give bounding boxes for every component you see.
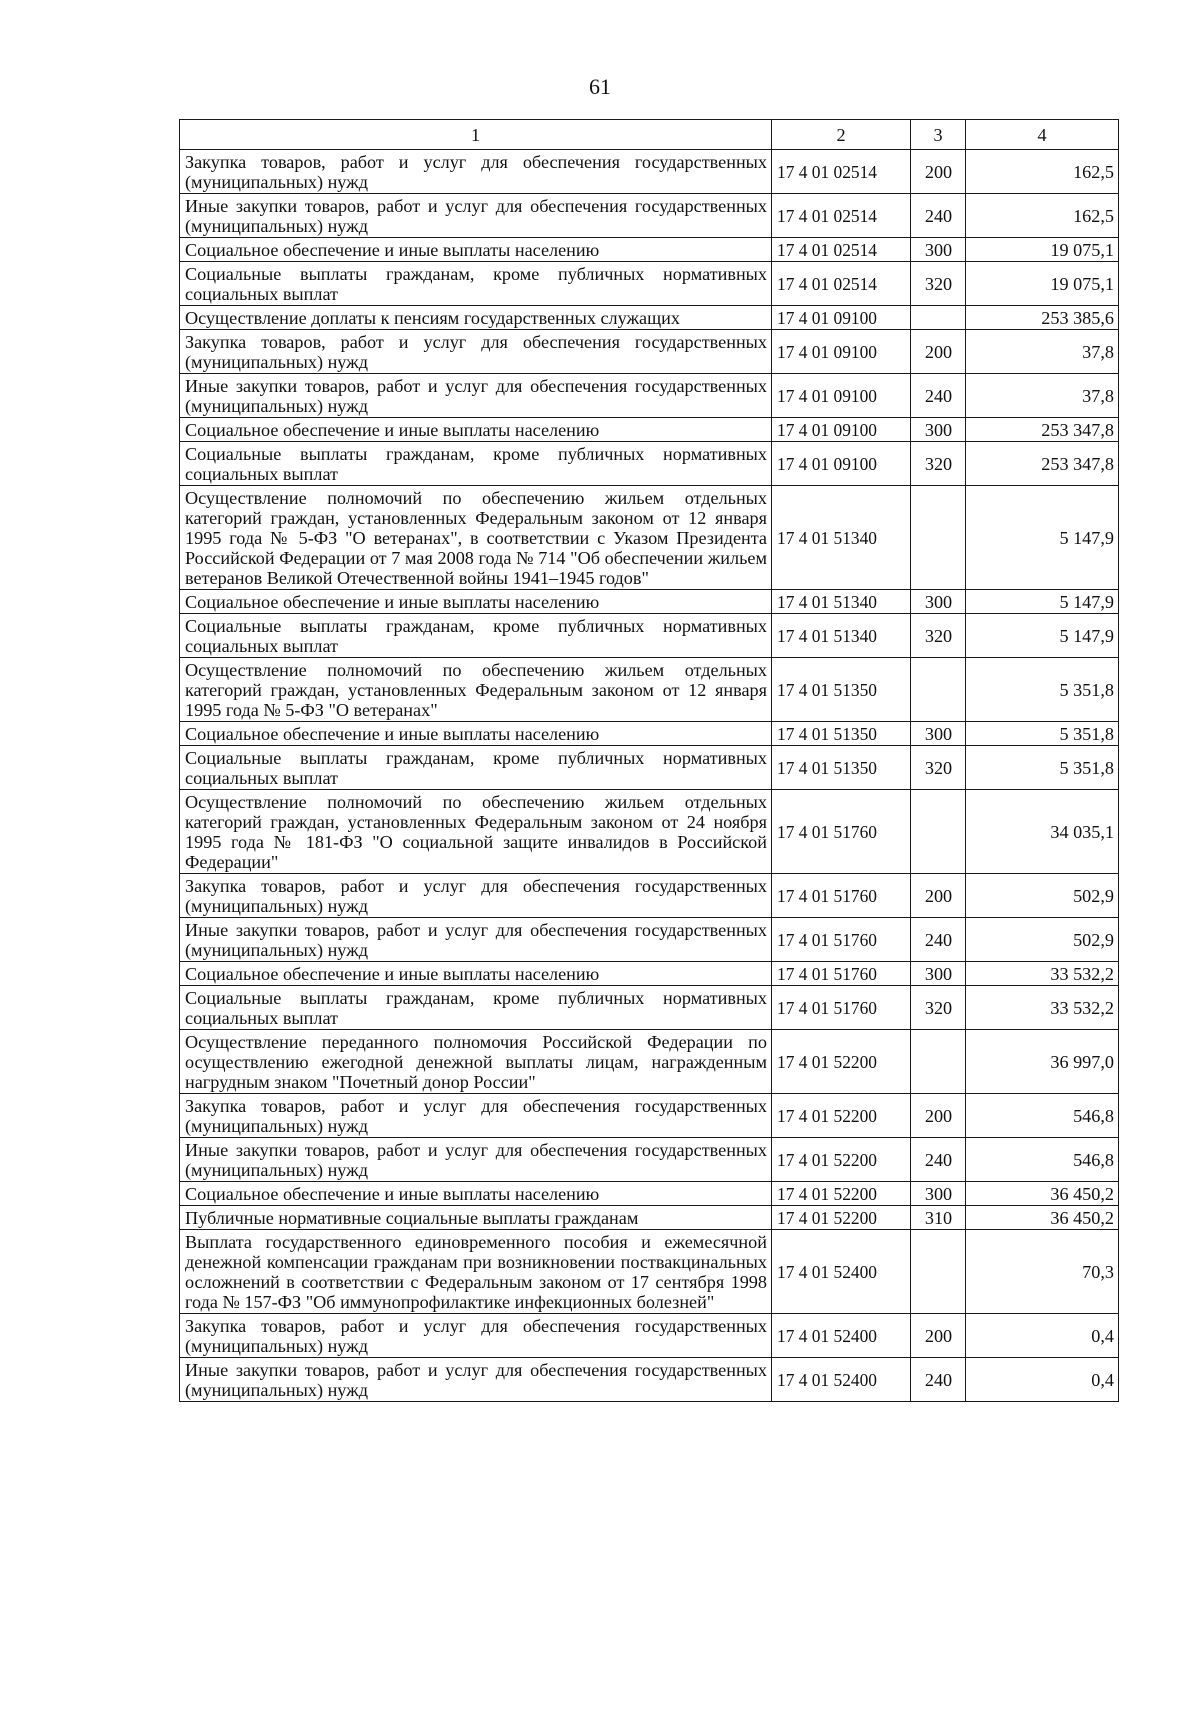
budget-table xyxy=(179,119,1119,1402)
row-type-cell xyxy=(911,486,966,590)
row-amount-cell: 162,5 xyxy=(966,150,1119,194)
row-code-cell: 17 4 01 52200 xyxy=(772,1138,911,1182)
row-name-cell: Осуществление переданного полномочия Российской Федерации по осуществлению ежегодной денежной выплаты лицам, награжденным нагрудным знаком "Почетный донор России" xyxy=(180,1030,772,1094)
table-row xyxy=(180,590,1119,614)
table-row xyxy=(180,418,1119,442)
table-row xyxy=(180,262,1119,306)
row-name-cell: Социальное обеспечение и иные выплаты населению xyxy=(180,962,772,986)
row-code-cell: 17 4 01 51340 xyxy=(772,590,911,614)
row-amount-cell: 546,8 xyxy=(966,1138,1119,1182)
row-code-cell: 17 4 01 51350 xyxy=(772,722,911,746)
row-code-cell: 17 4 01 52200 xyxy=(772,1182,911,1206)
row-name-cell: Иные закупки товаров, работ и услуг для обеспечения государственных (муниципальных) нужд xyxy=(180,374,772,418)
row-name-cell: Иные закупки товаров, работ и услуг для обеспечения государственных (муниципальных) нужд xyxy=(180,1358,772,1402)
row-amount-cell: 36 450,2 xyxy=(966,1206,1119,1230)
row-amount-cell: 19 075,1 xyxy=(966,238,1119,262)
row-name-cell: Закупка товаров, работ и услуг для обеспечения государственных (муниципальных) нужд xyxy=(180,1094,772,1138)
row-name-cell: Социальное обеспечение и иные выплаты населению xyxy=(180,418,772,442)
row-amount-cell: 5 351,8 xyxy=(966,746,1119,790)
row-amount-cell: 253 385,6 xyxy=(966,306,1119,330)
row-name-cell: Закупка товаров, работ и услуг для обеспечения государственных (муниципальных) нужд xyxy=(180,874,772,918)
table-row xyxy=(180,1138,1119,1182)
row-type-cell: 240 xyxy=(911,194,966,238)
table-row xyxy=(180,486,1119,590)
row-name-cell: Социальные выплаты гражданам, кроме публичных нормативных социальных выплат xyxy=(180,614,772,658)
row-code-cell: 17 4 01 51350 xyxy=(772,746,911,790)
row-type-cell xyxy=(911,658,966,722)
table-row xyxy=(180,238,1119,262)
header-col-1: 1 xyxy=(180,120,772,150)
row-type-cell: 300 xyxy=(911,238,966,262)
table-row xyxy=(180,746,1119,790)
row-name-cell: Социальные выплаты гражданам, кроме публичных нормативных социальных выплат xyxy=(180,442,772,486)
header-col-3: 3 xyxy=(911,120,966,150)
table-row xyxy=(180,658,1119,722)
table-row xyxy=(180,614,1119,658)
row-name-cell: Иные закупки товаров, работ и услуг для обеспечения государственных (муниципальных) нужд xyxy=(180,194,772,238)
row-name-cell: Осуществление доплаты к пенсиям государственных служащих xyxy=(180,306,772,330)
row-amount-cell: 5 147,9 xyxy=(966,486,1119,590)
table-row xyxy=(180,1182,1119,1206)
row-type-cell: 300 xyxy=(911,722,966,746)
row-type-cell: 300 xyxy=(911,962,966,986)
row-type-cell: 240 xyxy=(911,374,966,418)
row-code-cell: 17 4 01 52200 xyxy=(772,1094,911,1138)
row-amount-cell: 33 532,2 xyxy=(966,986,1119,1030)
table-row xyxy=(180,374,1119,418)
row-amount-cell: 5 351,8 xyxy=(966,722,1119,746)
table-row xyxy=(180,330,1119,374)
row-code-cell: 17 4 01 52200 xyxy=(772,1030,911,1094)
row-type-cell: 200 xyxy=(911,330,966,374)
row-name-cell: Социальные выплаты гражданам, кроме публичных нормативных социальных выплат xyxy=(180,986,772,1030)
table-row xyxy=(180,306,1119,330)
table-row xyxy=(180,1206,1119,1230)
row-code-cell: 17 4 01 51350 xyxy=(772,658,911,722)
row-type-cell: 200 xyxy=(911,1094,966,1138)
row-code-cell: 17 4 01 09100 xyxy=(772,374,911,418)
row-code-cell: 17 4 01 51760 xyxy=(772,986,911,1030)
table-row xyxy=(180,962,1119,986)
row-name-cell: Закупка товаров, работ и услуг для обеспечения государственных (муниципальных) нужд xyxy=(180,1314,772,1358)
row-name-cell: Иные закупки товаров, работ и услуг для обеспечения государственных (муниципальных) нужд xyxy=(180,918,772,962)
table-row xyxy=(180,1230,1119,1314)
row-name-cell: Осуществление полномочий по обеспечению жильем отдельных категорий граждан, установленных Федеральным законом от 24 ноября 1995 года № 181-ФЗ "О социальной защите инвалидов в Российской Федерации" xyxy=(180,790,772,874)
table-row xyxy=(180,442,1119,486)
row-code-cell: 17 4 01 09100 xyxy=(772,442,911,486)
table-body xyxy=(180,150,1119,1402)
row-name-cell: Социальное обеспечение и иные выплаты населению xyxy=(180,238,772,262)
row-code-cell: 17 4 01 09100 xyxy=(772,330,911,374)
row-code-cell: 17 4 01 52400 xyxy=(772,1314,911,1358)
row-code-cell: 17 4 01 52400 xyxy=(772,1358,911,1402)
row-code-cell: 17 4 01 51760 xyxy=(772,790,911,874)
table-row xyxy=(180,790,1119,874)
table-row xyxy=(180,1030,1119,1094)
row-name-cell: Осуществление полномочий по обеспечению жильем отдельных категорий граждан, установленных Федеральным законом от 12 января 1995 года № 5-ФЗ "О ветеранах", в соответствии с Указом Президента Российской Федерации от 7 мая 2008 года № 714 "Об обеспечении жильем ветеранов Великой Отечественной войны 1941–1945 годов" xyxy=(180,486,772,590)
row-code-cell: 17 4 01 09100 xyxy=(772,306,911,330)
table-row xyxy=(180,1358,1119,1402)
row-code-cell: 17 4 01 51340 xyxy=(772,614,911,658)
row-amount-cell: 5 147,9 xyxy=(966,590,1119,614)
row-type-cell: 310 xyxy=(911,1206,966,1230)
table-row xyxy=(180,1094,1119,1138)
row-type-cell xyxy=(911,1030,966,1094)
row-type-cell: 200 xyxy=(911,1314,966,1358)
row-type-cell: 200 xyxy=(911,874,966,918)
row-code-cell: 17 4 01 52400 xyxy=(772,1230,911,1314)
row-amount-cell: 546,8 xyxy=(966,1094,1119,1138)
row-type-cell: 320 xyxy=(911,614,966,658)
row-type-cell: 320 xyxy=(911,442,966,486)
row-type-cell xyxy=(911,306,966,330)
row-name-cell: Социальное обеспечение и иные выплаты населению xyxy=(180,590,772,614)
row-code-cell: 17 4 01 51760 xyxy=(772,918,911,962)
row-name-cell: Закупка товаров, работ и услуг для обеспечения государственных (муниципальных) нужд xyxy=(180,150,772,194)
row-type-cell xyxy=(911,1230,966,1314)
row-amount-cell: 0,4 xyxy=(966,1358,1119,1402)
row-code-cell: 17 4 01 51340 xyxy=(772,486,911,590)
row-amount-cell: 502,9 xyxy=(966,918,1119,962)
row-name-cell: Закупка товаров, работ и услуг для обеспечения государственных (муниципальных) нужд xyxy=(180,330,772,374)
row-type-cell: 320 xyxy=(911,986,966,1030)
row-code-cell: 17 4 01 02514 xyxy=(772,150,911,194)
row-amount-cell: 253 347,8 xyxy=(966,418,1119,442)
row-amount-cell: 33 532,2 xyxy=(966,962,1119,986)
row-amount-cell: 0,4 xyxy=(966,1314,1119,1358)
row-code-cell: 17 4 01 51760 xyxy=(772,874,911,918)
row-type-cell: 300 xyxy=(911,590,966,614)
table-row xyxy=(180,1314,1119,1358)
row-code-cell: 17 4 01 52200 xyxy=(772,1206,911,1230)
row-name-cell: Выплата государственного единовременного пособия и ежемесячной денежной компенсации гражданам при возникновении поствакцинальных осложнений в соответствии с Федеральным законом от 17 сентября 1998 года № 157-ФЗ "Об иммунопрофилактике инфекционных болезней" xyxy=(180,1230,772,1314)
row-name-cell: Социальное обеспечение и иные выплаты населению xyxy=(180,1182,772,1206)
row-code-cell: 17 4 01 02514 xyxy=(772,194,911,238)
row-type-cell xyxy=(911,790,966,874)
row-type-cell: 200 xyxy=(911,150,966,194)
row-amount-cell: 253 347,8 xyxy=(966,442,1119,486)
row-name-cell: Иные закупки товаров, работ и услуг для обеспечения государственных (муниципальных) нужд xyxy=(180,1138,772,1182)
row-type-cell: 320 xyxy=(911,746,966,790)
row-code-cell: 17 4 01 02514 xyxy=(772,238,911,262)
row-code-cell: 17 4 01 02514 xyxy=(772,262,911,306)
row-code-cell: 17 4 01 09100 xyxy=(772,418,911,442)
table-row xyxy=(180,874,1119,918)
row-type-cell: 320 xyxy=(911,262,966,306)
row-name-cell: Социальное обеспечение и иные выплаты населению xyxy=(180,722,772,746)
header-col-2: 2 xyxy=(772,120,911,150)
row-amount-cell: 37,8 xyxy=(966,330,1119,374)
row-amount-cell: 502,9 xyxy=(966,874,1119,918)
row-type-cell: 240 xyxy=(911,1358,966,1402)
row-name-cell: Осуществление полномочий по обеспечению жильем отдельных категорий граждан, установленных Федеральным законом от 12 января 1995 года № 5-ФЗ "О ветеранах" xyxy=(180,658,772,722)
row-amount-cell: 5 147,9 xyxy=(966,614,1119,658)
table-row xyxy=(180,150,1119,194)
row-amount-cell: 70,3 xyxy=(966,1230,1119,1314)
row-amount-cell: 19 075,1 xyxy=(966,262,1119,306)
row-amount-cell: 34 035,1 xyxy=(966,790,1119,874)
header-col-4: 4 xyxy=(966,120,1119,150)
table-header-row xyxy=(180,120,1119,150)
row-amount-cell: 5 351,8 xyxy=(966,658,1119,722)
row-type-cell: 300 xyxy=(911,1182,966,1206)
table-row xyxy=(180,722,1119,746)
row-type-cell: 300 xyxy=(911,418,966,442)
row-name-cell: Социальные выплаты гражданам, кроме публичных нормативных социальных выплат xyxy=(180,262,772,306)
table-row xyxy=(180,918,1119,962)
row-code-cell: 17 4 01 51760 xyxy=(772,962,911,986)
row-amount-cell: 37,8 xyxy=(966,374,1119,418)
row-amount-cell: 162,5 xyxy=(966,194,1119,238)
row-name-cell: Социальные выплаты гражданам, кроме публичных нормативных социальных выплат xyxy=(180,746,772,790)
table-row xyxy=(180,194,1119,238)
row-amount-cell: 36 450,2 xyxy=(966,1182,1119,1206)
row-type-cell: 240 xyxy=(911,918,966,962)
row-name-cell: Публичные нормативные социальные выплаты гражданам xyxy=(180,1206,772,1230)
table-row xyxy=(180,986,1119,1030)
page-number: 61 xyxy=(589,74,611,99)
row-type-cell: 240 xyxy=(911,1138,966,1182)
row-amount-cell: 36 997,0 xyxy=(966,1030,1119,1094)
